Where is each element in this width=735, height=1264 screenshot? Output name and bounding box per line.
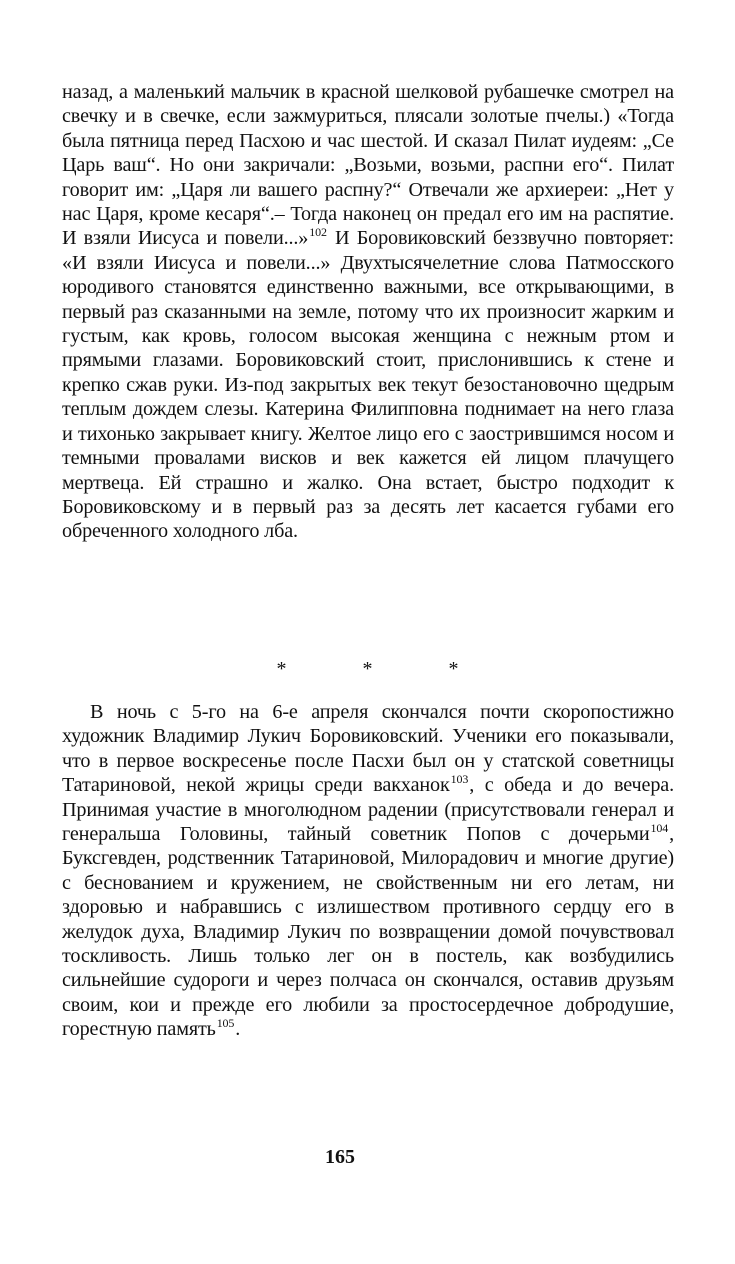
footnote-marker-103[interactable]: 103 — [450, 772, 469, 787]
paragraph-text: И Боровиковский беззвучно повторяет: «И взяли Иисуса и повели...» Двухтысячелетние слова Патмосского юродивого становятся единственно важными, все открывающими, в первый раз сказанными на земле, потому что их произносит жарким и густым, как кровь, голосом высокая женщина с нежным ртом и прямыми глазами. Боровиковский стоит, прислонившись к стене и крепко сжав руки. Из-под закрытых век текут безостановочно щедрым теплым дождем слезы. Катерина Филипповна поднимает на него глаза и тихонько закрывает книгу. Желтое лицо его с заострившимся носом и темными провалами висков и век кажется ей лицом плачущего мертвеца. Ей страшно и жалко. Она встает, быстро подходит к Боровиковскому и в первый раз за десять лет касается губами его обреченного холодного лба. — [62, 227, 674, 543]
paragraph — [62, 700, 674, 1042]
asterisk: * — [362, 658, 373, 680]
paragraph-text: назад, а маленький мальчик в красной шелковой рубашечке смотрел на свечку и в свечке, если зажмуриться, плясали золотые пчелы.) «Тогда была пятница перед Пасхою и час шестой. И сказал Пилат иудеям: „Се Царь ваш“. Но они закричали: „Возьми, возьми, распни его“. Пилат говорит им: „Царя ли вашего распну?“ Отвечали же архиереи: „Нет у нас Царя, кроме кесаря“.– Тогда наконец он предал его им на распятие. И взяли Иисуса и повели...» — [62, 81, 674, 250]
paragraph-text: . — [235, 1018, 241, 1041]
text-block-bottom — [62, 700, 674, 1042]
page-number: 165 — [325, 1146, 355, 1168]
footnote-marker-105[interactable]: 105 — [216, 1016, 235, 1031]
paragraph-text: , Буксгевден, родственник Татариновой, Милорадович и многие другие) с беснованием и кружением, не свойственным ни его летам, ни здоровью и набравшись с излишеством противного сердцу его в желудок духа, Владимир Лукич по возвращении домой почувствовал тоскливость. Лишь только лег он в постель, как возбудились сильнейшие судороги и через полчаса он скончался, оставив друзьям своим, кои и прежде его любили за простосердечное добродушие, горестную память — [62, 823, 674, 1041]
asterisk: * — [448, 658, 459, 680]
paragraph-text: , с обеда и до вечера. Принимая участие в многолюдном радении (присутствовали генерал и генеральша Головины, тайный советник Попов с дочерьми — [62, 774, 674, 846]
footnote-marker-102[interactable]: 102 — [309, 225, 327, 240]
footnote-marker-104[interactable]: 104 — [650, 821, 669, 836]
asterisk: * — [276, 658, 287, 680]
text-block-top — [62, 80, 674, 544]
section-separator — [0, 658, 735, 681]
paragraph-text: В ночь с 5-го на 6-е апреля скончался почти скоропостижно художник Владимир Лукич Боровиковский. Ученики его показывали, что в первое воскресенье после Пасхи был он у статской советницы Татариновой, некой жрицы среди вакханок — [62, 701, 674, 797]
paragraph-continued — [62, 80, 674, 544]
